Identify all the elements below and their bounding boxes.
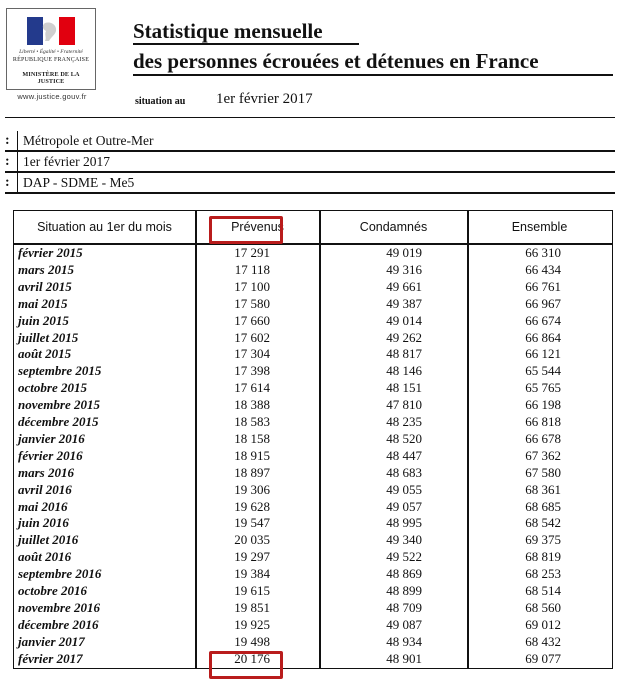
- table-row: [14, 245, 612, 262]
- cell-month: juin 2015: [18, 312, 69, 328]
- cell-ensemble: 68 560: [525, 599, 561, 615]
- table-row: [14, 380, 612, 397]
- cell-condamnes: 49 387: [386, 295, 422, 311]
- cell-month: mai 2016: [18, 498, 68, 514]
- table-row: [14, 448, 612, 465]
- cell-ensemble: 66 674: [525, 312, 561, 328]
- highlight-prevenus-header: [209, 216, 283, 244]
- info-row-date: [5, 152, 615, 171]
- col-header-condamnes: Condamnés: [359, 220, 428, 234]
- cell-condamnes: 48 869: [386, 566, 422, 582]
- cell-month: mars 2015: [18, 261, 74, 277]
- cell-ensemble: 66 818: [525, 414, 561, 429]
- ministry-logo: [6, 8, 98, 106]
- cell-condamnes: 48 995: [386, 515, 422, 531]
- cell-ensemble: 68 819: [525, 549, 561, 565]
- cell-condamnes: 49 019: [386, 245, 422, 260]
- statistics-table: [13, 210, 613, 669]
- table-row: [14, 465, 612, 482]
- cell-month: août 2015: [18, 346, 72, 362]
- cell-prevenus: 19 851: [234, 599, 270, 615]
- cell-month: octobre 2015: [18, 380, 87, 396]
- table-row: [14, 363, 612, 380]
- cell-prevenus: 19 925: [234, 616, 270, 632]
- cell-condamnes: 48 934: [386, 633, 422, 649]
- cell-prevenus: 17 304: [234, 346, 270, 362]
- table-row: [14, 296, 612, 313]
- cell-month: septembre 2016: [18, 566, 102, 582]
- info-date: 1er février 2017: [23, 154, 110, 169]
- info-colon: :: [5, 133, 10, 148]
- cell-month: avril 2015: [18, 278, 72, 294]
- table-row: [14, 279, 612, 296]
- cell-month: novembre 2015: [18, 397, 100, 413]
- info-colon: :: [5, 175, 10, 190]
- cell-condamnes: 49 661: [386, 278, 422, 294]
- cell-ensemble: 66 434: [525, 261, 561, 277]
- cell-condamnes: 48 899: [386, 583, 422, 598]
- cell-ensemble: 68 432: [525, 633, 561, 649]
- cell-condamnes: 48 146: [386, 363, 422, 379]
- cell-month: mai 2015: [18, 295, 68, 311]
- cell-prevenus: 17 398: [234, 363, 270, 379]
- cell-prevenus: 17 118: [234, 261, 270, 277]
- table-row: [14, 566, 612, 583]
- cell-ensemble: 67 580: [525, 464, 561, 480]
- cell-month: juin 2016: [18, 515, 69, 531]
- cell-prevenus: 17 602: [234, 329, 270, 345]
- cell-month: novembre 2016: [18, 599, 100, 615]
- cell-prevenus: 18 897: [234, 464, 270, 480]
- cell-condamnes: 49 057: [386, 498, 422, 514]
- info-source: DAP - SDME - Me5: [23, 175, 135, 190]
- table-row: [14, 651, 612, 668]
- cell-month: avril 2016: [18, 481, 72, 497]
- info-region: Métropole et Outre-Mer: [23, 133, 154, 148]
- logo-frame: [6, 8, 96, 90]
- title-underline-1: [133, 43, 359, 45]
- cell-condamnes: 49 055: [386, 481, 422, 497]
- cell-prevenus: 19 547: [234, 515, 270, 531]
- cell-month: janvier 2017: [18, 633, 85, 649]
- table-row: [14, 532, 612, 549]
- marianne-profile-icon: [27, 17, 75, 45]
- cell-prevenus: 20 176: [234, 650, 270, 666]
- cell-ensemble: 68 253: [525, 566, 561, 582]
- col-header-prevenus: Prévenus: [231, 220, 284, 234]
- table-row: [14, 617, 612, 634]
- info-row-source: [5, 173, 615, 192]
- cell-ensemble: 66 310: [525, 245, 561, 260]
- cell-prevenus: 17 580: [234, 295, 270, 311]
- situation-value: 1er février 2017: [216, 91, 313, 107]
- cell-condamnes: 47 810: [386, 397, 422, 413]
- cell-ensemble: 69 077: [525, 650, 561, 666]
- table-row: [14, 414, 612, 431]
- cell-condamnes: 48 151: [386, 380, 422, 396]
- cell-ensemble: 66 121: [525, 346, 561, 362]
- cell-ensemble: 66 678: [525, 430, 561, 446]
- cell-ensemble: 67 362: [525, 447, 561, 463]
- table-row: [14, 600, 612, 617]
- cell-condamnes: 49 340: [386, 532, 422, 548]
- cell-ensemble: 66 864: [525, 329, 561, 345]
- cell-ensemble: 68 685: [525, 498, 561, 514]
- cell-month: octobre 2016: [18, 583, 87, 598]
- cell-ensemble: 68 514: [525, 583, 561, 598]
- cell-ensemble: 68 361: [525, 481, 561, 497]
- cell-prevenus: 18 915: [234, 447, 270, 463]
- cell-month: janvier 2016: [18, 430, 85, 446]
- table-row: [14, 583, 612, 600]
- cell-month: août 2016: [18, 549, 72, 565]
- cell-condamnes: 48 235: [386, 414, 422, 429]
- cell-prevenus: 19 498: [234, 633, 270, 649]
- info-colon: :: [5, 154, 10, 169]
- cell-ensemble: 69 375: [525, 532, 561, 548]
- logo-url: www.justice.gouv.fr: [17, 92, 87, 101]
- cell-condamnes: 49 014: [386, 312, 422, 328]
- cell-prevenus: 17 100: [234, 278, 270, 294]
- cell-prevenus: 19 384: [234, 566, 270, 582]
- cell-condamnes: 48 683: [386, 464, 422, 480]
- logo-ministry: MINISTÈRE DE LA JUSTICE: [22, 71, 80, 85]
- table-row: [14, 499, 612, 516]
- table-row: [14, 262, 612, 279]
- cell-month: juillet 2016: [18, 532, 79, 548]
- info-rule: [5, 192, 615, 194]
- cell-condamnes: 48 447: [386, 447, 422, 463]
- logo-republic: RÉPUBLIQUE FRANÇAISE: [12, 57, 90, 63]
- situation-label: situation au: [135, 96, 186, 107]
- cell-ensemble: 66 198: [525, 397, 561, 413]
- cell-prevenus: 19 615: [234, 583, 270, 598]
- cell-month: décembre 2016: [18, 616, 99, 632]
- cell-condamnes: 49 316: [386, 261, 422, 277]
- table-row: [14, 313, 612, 330]
- cell-condamnes: 48 901: [386, 650, 422, 666]
- cell-prevenus: 18 158: [234, 430, 270, 446]
- highlight-prevenus-last: [209, 651, 283, 679]
- cell-prevenus: 19 297: [234, 549, 270, 565]
- page-title-line1: Statistique mensuelle: [133, 19, 323, 43]
- cell-ensemble: 69 012: [525, 616, 561, 632]
- cell-prevenus: 18 583: [234, 414, 270, 429]
- cell-condamnes: 49 262: [386, 329, 422, 345]
- col-header-ensemble: Ensemble: [511, 220, 568, 234]
- table-row: [14, 431, 612, 448]
- table-row: [14, 346, 612, 363]
- table-row: [14, 397, 612, 414]
- marianne-flag-icon: [27, 17, 75, 45]
- col-header-situation: Situation au 1er du mois: [37, 220, 172, 234]
- cell-condamnes: 49 522: [386, 549, 422, 565]
- table-row: [14, 330, 612, 347]
- cell-prevenus: 17 291: [234, 245, 270, 260]
- table-row: [14, 634, 612, 651]
- table-row: [14, 482, 612, 499]
- cell-month: février 2017: [18, 650, 83, 666]
- cell-prevenus: 17 660: [234, 312, 270, 328]
- cell-prevenus: 20 035: [234, 532, 270, 548]
- cell-month: février 2016: [18, 447, 83, 463]
- cell-prevenus: 18 388: [234, 397, 270, 413]
- cell-prevenus: 17 614: [234, 380, 270, 396]
- cell-ensemble: 65 765: [525, 380, 561, 396]
- cell-ensemble: 66 967: [525, 295, 561, 311]
- title-underline-2: [133, 74, 613, 76]
- info-row-region: [5, 131, 615, 150]
- cell-month: décembre 2015: [18, 414, 99, 429]
- cell-ensemble: 66 761: [525, 278, 561, 294]
- table-row: [14, 549, 612, 566]
- cell-condamnes: 49 087: [386, 616, 422, 632]
- cell-ensemble: 68 542: [525, 515, 561, 531]
- cell-condamnes: 48 817: [386, 346, 422, 362]
- cell-ensemble: 65 544: [525, 363, 561, 379]
- cell-condamnes: 48 709: [386, 599, 422, 615]
- cell-month: février 2015: [18, 245, 83, 260]
- cell-month: juillet 2015: [18, 329, 79, 345]
- cell-month: mars 2016: [18, 464, 74, 480]
- cell-month: septembre 2015: [18, 363, 102, 379]
- logo-motto: Liberté • Égalité • Fraternité: [19, 49, 83, 55]
- cell-prevenus: 19 628: [234, 498, 270, 514]
- info-top-rule: [5, 117, 615, 118]
- table-row: [14, 515, 612, 532]
- cell-condamnes: 48 520: [386, 430, 422, 446]
- page-title-line2: des personnes écrouées et détenues en France: [133, 49, 539, 73]
- cell-prevenus: 19 306: [234, 481, 270, 497]
